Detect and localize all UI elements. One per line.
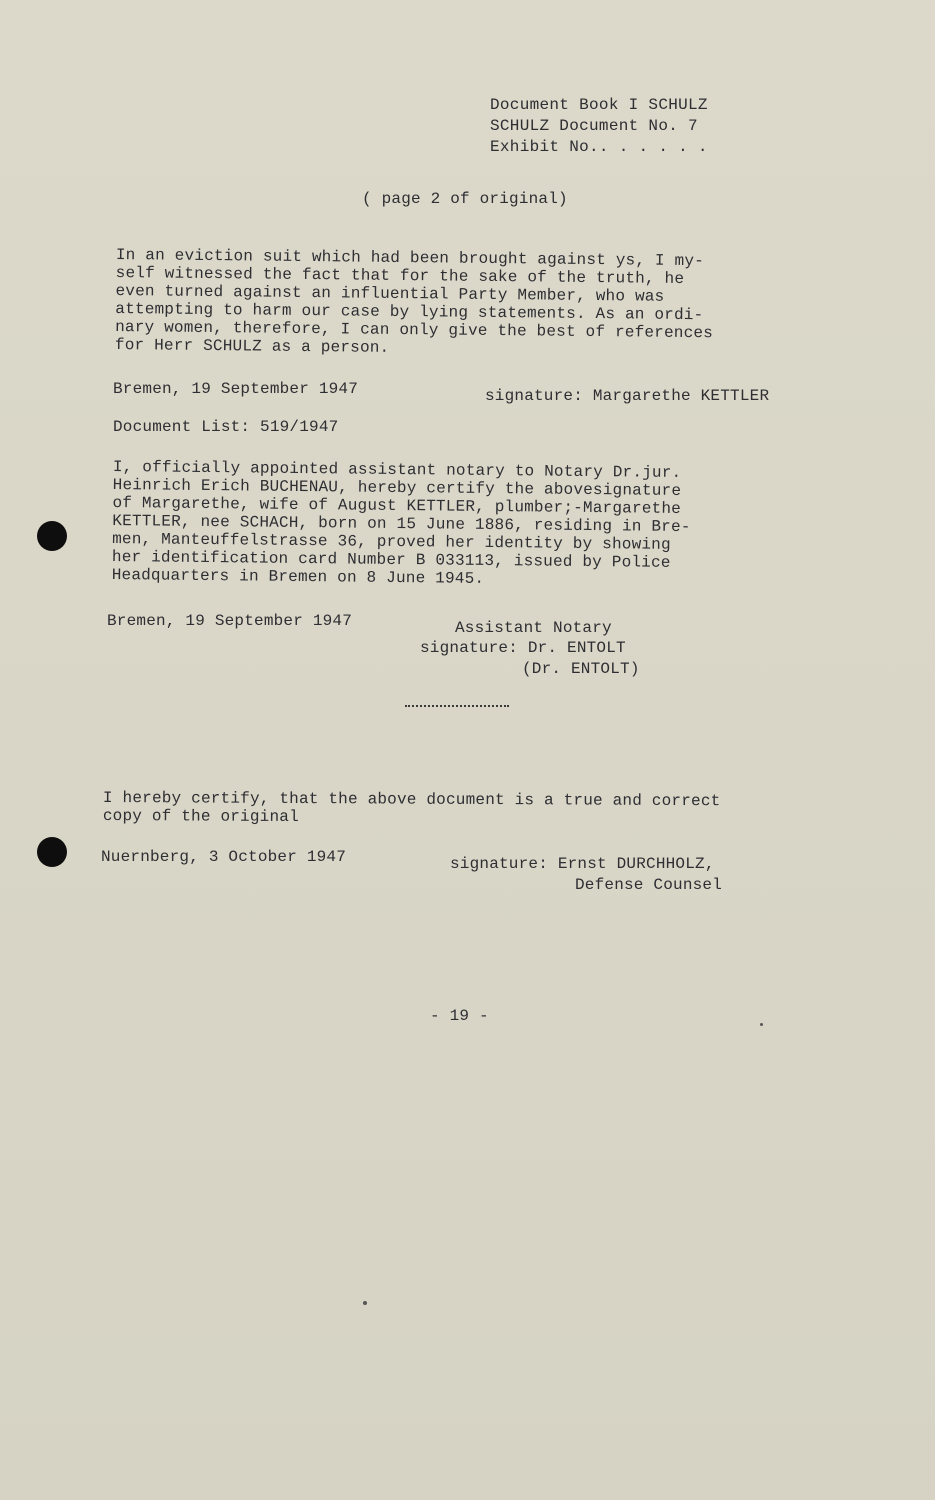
paragraph-line: of Margarethe, wife of August KETTLER, plumber;-Margarethe bbox=[112, 493, 682, 518]
sig2-signature: signature: Dr. ENTOLT bbox=[420, 639, 626, 657]
paper-speck bbox=[760, 1023, 763, 1026]
paragraph-line: Headquarters in Bremen on 8 June 1945. bbox=[111, 565, 485, 588]
paragraph-line: KETTLER, nee SCHACH, born on 15 June 1886, residing in Bre- bbox=[112, 511, 691, 537]
sig2-name: (Dr. ENTOLT) bbox=[522, 660, 640, 678]
page-number: - 19 - bbox=[430, 1007, 489, 1025]
paragraph-line: nary women, therefore, I can only give the best of references bbox=[115, 317, 714, 343]
sig2-place-date: Bremen, 19 September 1947 bbox=[107, 612, 353, 630]
header-exhibit: Exhibit No.. . . . . . bbox=[490, 138, 708, 156]
certification-paragraph bbox=[103, 789, 721, 828]
paragraph-line: for Herr SCHULZ as a person. bbox=[114, 335, 390, 357]
paragraph-line: Heinrich Erich BUCHENAU, hereby certify the abovesignature bbox=[112, 475, 682, 500]
paragraph-line: her identification card Number B 033113, issued by Police bbox=[111, 547, 671, 572]
paragraph-line: copy of the original bbox=[102, 806, 299, 827]
sig2-title: Assistant Notary bbox=[455, 619, 612, 637]
document-list: Document List: 519/1947 bbox=[113, 418, 339, 436]
document-header bbox=[490, 95, 708, 158]
paragraph-line: self witnessed the fact that for the sake of the truth, he bbox=[115, 263, 685, 288]
page-note: ( page 2 of original) bbox=[362, 190, 568, 208]
punch-hole-upper bbox=[37, 521, 67, 551]
paragraph-line: even turned against an influential Party Member, who was bbox=[115, 281, 665, 306]
paragraph-line: men, Manteuffelstrasse 36, proved her identity by showing bbox=[112, 529, 671, 554]
sig3-signature: signature: Ernst DURCHHOLZ, bbox=[450, 855, 715, 873]
sig1-signature: signature: Margarethe KETTLER bbox=[485, 387, 770, 405]
testimony-paragraph bbox=[115, 246, 714, 360]
separator-line bbox=[405, 705, 509, 707]
sig3-place-date: Nuernberg, 3 October 1947 bbox=[101, 848, 347, 866]
punch-hole-lower bbox=[37, 837, 67, 867]
paragraph-line: attempting to harm our case by lying statements. As an ordi- bbox=[115, 299, 704, 325]
sig3-title: Defense Counsel bbox=[575, 876, 723, 894]
notary-paragraph bbox=[112, 458, 692, 590]
paragraph-line: In an eviction suit which had been brought against ys, I my- bbox=[115, 246, 705, 271]
paper-speck bbox=[363, 1301, 367, 1305]
paragraph-line: I, officially appointed assistant notary to Notary Dr.jur. bbox=[112, 458, 682, 482]
sig1-place-date: Bremen, 19 September 1947 bbox=[113, 380, 359, 398]
header-doc-no: SCHULZ Document No. 7 bbox=[490, 117, 698, 135]
header-book: Document Book I SCHULZ bbox=[490, 96, 708, 114]
paragraph-line: I hereby certify, that the above document is a true and correct bbox=[102, 789, 721, 811]
